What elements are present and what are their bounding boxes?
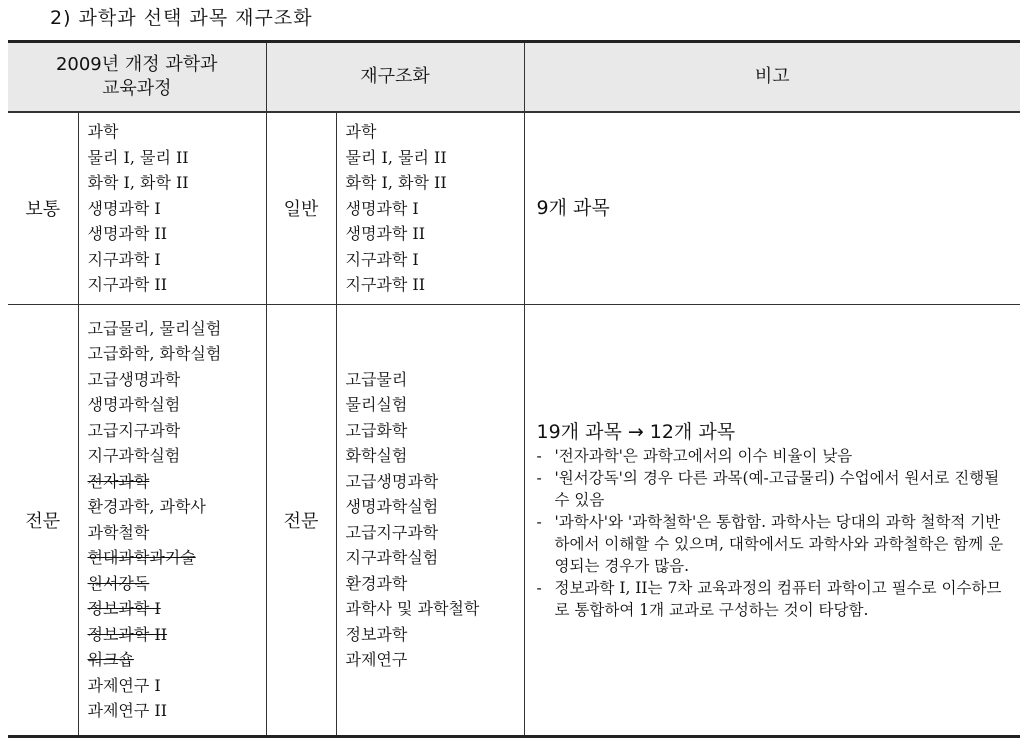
header-note: 비고 xyxy=(524,42,1020,113)
note-cell xyxy=(524,304,1020,736)
header-curriculum: 2009년 개정 과학과 교육과정 xyxy=(8,42,266,113)
note-cell xyxy=(524,112,1020,304)
bullet-dash: - xyxy=(536,446,542,465)
subject-item-deleted: 워크숍 xyxy=(87,650,134,669)
subject-item: 화학실험 xyxy=(345,446,408,465)
subject-item: 화학 I, 화학 II xyxy=(345,173,447,192)
subject-item: 물리실험 xyxy=(345,395,408,414)
subject-item: 과제연구 xyxy=(345,650,408,669)
subjects-left-list xyxy=(78,112,266,304)
subject-item: 생명과학 I xyxy=(345,198,419,218)
subject-item-deleted: 전자과학 xyxy=(87,471,150,491)
subject-item: 지구과학 II xyxy=(87,275,168,294)
bullet-dash: - xyxy=(536,512,542,531)
subjects-right-list xyxy=(336,304,524,736)
subject-item: 생명과학 I xyxy=(87,198,161,218)
subject-item: 환경과학, 과학사 xyxy=(87,497,206,516)
subject-item: 물리 I, 물리 II xyxy=(345,147,447,167)
subject-item: 고급화학, 화학실험 xyxy=(87,344,222,363)
note-detail-text: 정보과학 I, II는 7차 교육과정의 컴퓨터 과학이고 필수로 이수하므로 통합하여 1개 교과로 구성하는 것이 타당함. xyxy=(554,578,1002,619)
subject-item: 과학 xyxy=(87,122,119,141)
subjects-left-list xyxy=(78,304,266,736)
subject-item: 고급지구과학 xyxy=(87,420,181,440)
subject-item: 생명과학 II xyxy=(345,224,426,243)
subject-restructure-table xyxy=(8,40,1020,738)
note-detail xyxy=(537,467,1015,511)
subject-item: 과제연구 I xyxy=(87,675,161,695)
subject-item: 고급물리, 물리실험 xyxy=(87,318,222,338)
subject-item-deleted: 원서강독 xyxy=(87,573,150,593)
row-type-left: 전문 xyxy=(8,304,78,736)
subjects-right-list xyxy=(336,112,524,304)
subject-item: 환경과학 xyxy=(345,573,408,593)
header-restructure: 재구조화 xyxy=(266,42,524,113)
note-detail-text: '전자과학'은 과학고에서의 이수 비율이 낮음 xyxy=(554,446,853,465)
section-title: 2) 과학과 선택 과목 재구조화 xyxy=(50,7,313,29)
subject-item: 지구과학 II xyxy=(345,275,426,294)
note-summary: 19개 과목 → 12개 과목 xyxy=(536,420,736,443)
subject-item: 지구과학 I xyxy=(87,249,161,269)
subject-item: 지구과학실험 xyxy=(345,548,439,567)
note-detail xyxy=(537,445,1015,467)
bullet-dash: - xyxy=(536,468,542,487)
subject-item: 고급화학 xyxy=(345,420,408,440)
subject-item: 과학철학 xyxy=(87,522,150,542)
subject-item: 고급생명과학 xyxy=(87,369,181,389)
subject-item: 물리 I, 물리 II xyxy=(87,147,189,167)
note-detail xyxy=(537,577,1015,621)
bullet-dash: - xyxy=(536,578,542,597)
subject-item: 과학사 및 과학철학 xyxy=(345,599,480,618)
table-row-general xyxy=(8,112,1020,304)
subject-item: 생명과학실험 xyxy=(87,395,181,414)
note-detail xyxy=(537,511,1015,577)
note-summary: 9개 과목 xyxy=(536,197,610,220)
note-detail-text: '과학사'와 '과학철학'은 통합함. 과학사는 당대의 과학 철학적 기반 하에서 이해할 수 있으며, 대학에서도 과학사와 과학철학은 함께 운영되는 경우가 많음. xyxy=(554,512,1004,575)
row-type-right: 전문 xyxy=(266,304,336,736)
subject-item: 고급지구과학 xyxy=(345,522,439,542)
subject-item-deleted: 정보과학 I xyxy=(87,599,161,618)
subject-item: 지구과학 I xyxy=(345,249,419,269)
table-row-specialized xyxy=(8,304,1020,736)
subject-item: 생명과학 II xyxy=(87,224,168,243)
subject-item: 고급생명과학 xyxy=(345,471,439,491)
table-header-row xyxy=(8,42,1020,113)
row-type-left: 보통 xyxy=(8,112,78,304)
subject-item-deleted: 정보과학 II xyxy=(87,624,168,644)
subject-item: 지구과학실험 xyxy=(87,446,181,465)
subject-item: 정보과학 xyxy=(345,624,408,644)
note-detail-text: '원서강독'의 경우 다른 과목(예-고급물리) 수업에서 원서로 진행될 수 있음 xyxy=(554,468,1000,509)
row-type-right: 일반 xyxy=(266,112,336,304)
subject-item-deleted: 현대과학과기술 xyxy=(87,548,196,567)
subject-item: 과제연구 II xyxy=(87,701,168,720)
subject-item: 생명과학실험 xyxy=(345,497,439,516)
subject-item: 과학 xyxy=(345,122,377,141)
subject-item: 화학 I, 화학 II xyxy=(87,173,189,192)
subject-item: 고급물리 xyxy=(345,369,408,389)
